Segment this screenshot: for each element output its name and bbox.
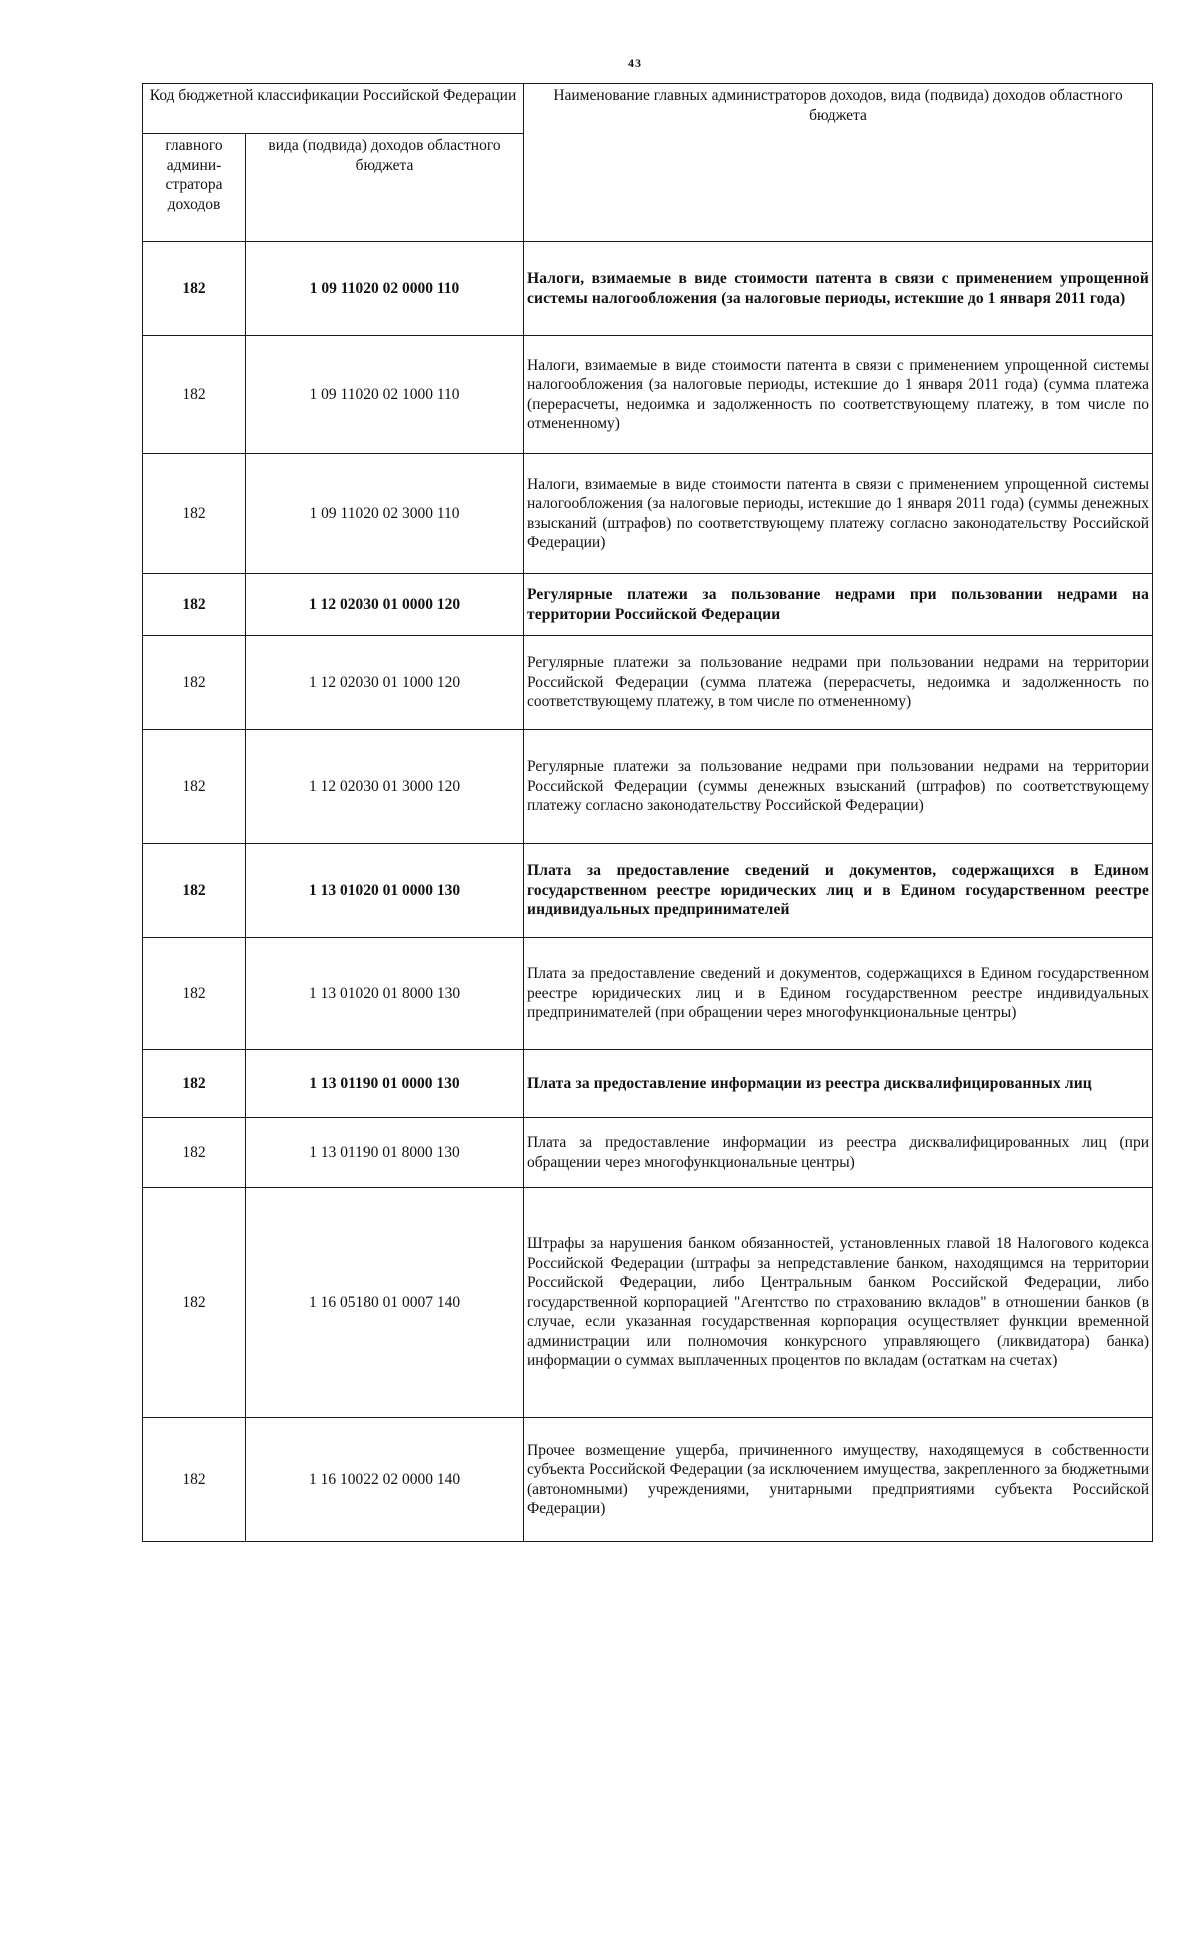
table-row (143, 1418, 1153, 1542)
income-code-cell: 1 09 11020 02 1000 110 (246, 336, 524, 454)
income-name-cell: Плата за предоставление информации из реестра дисквалифицированных лиц (при обращении через многофункциональные центры) (524, 1118, 1153, 1188)
income-name-cell: Налоги, взимаемые в виде стоимости патента в связи с применением упрощенной системы налогообложения (за налоговые периоды, истекшие до 1 января 2011 года) (суммы денежных взысканий (штрафов) по соответствующему платежу согласно законодательству Российской Федерации) (524, 454, 1153, 574)
admin-code-cell: 182 (143, 636, 246, 730)
header-row-top (143, 84, 1153, 134)
income-name-cell: Плата за предоставление сведений и документов, содержащихся в Едином государственном реестре юридических лиц и в Едином государственном реестре индивидуальных предпринимателей (при обращении через многофункциональные центры) (524, 938, 1153, 1050)
admin-code-cell: 182 (143, 1050, 246, 1118)
table-row (143, 336, 1153, 454)
header-code-column: вида (подвида) доходов областного бюджета (246, 134, 524, 242)
admin-code-cell: 182 (143, 844, 246, 938)
header-classification-group: Код бюджетной классификации Российской Федерации (143, 84, 524, 134)
table-row (143, 574, 1153, 636)
income-name-cell: Налоги, взимаемые в виде стоимости патента в связи с применением упрощенной системы налогообложения (за налоговые периоды, истекшие до 1 января 2011 года) (сумма платежа (перерасчеты, недоимка и задолженность по соответствующему платежу, в том числе по отмененному) (524, 336, 1153, 454)
income-code-cell: 1 12 02030 01 0000 120 (246, 574, 524, 636)
page-number: 43 (628, 56, 642, 70)
table-row (143, 938, 1153, 1050)
table-row (143, 1188, 1153, 1418)
income-code-cell: 1 12 02030 01 3000 120 (246, 730, 524, 844)
admin-code-cell: 182 (143, 454, 246, 574)
header-name-column: Наименование главных администраторов доходов, вида (подвида) доходов областного бюджета (524, 84, 1153, 242)
table-row (143, 636, 1153, 730)
admin-code-cell: 182 (143, 1418, 246, 1542)
table-row (143, 1118, 1153, 1188)
table-row (143, 844, 1153, 938)
income-code-cell: 1 13 01020 01 8000 130 (246, 938, 524, 1050)
admin-code-cell: 182 (143, 242, 246, 336)
budget-classification-table (142, 83, 1153, 1542)
admin-code-cell: 182 (143, 574, 246, 636)
income-code-cell: 1 13 01190 01 8000 130 (246, 1118, 524, 1188)
income-code-cell: 1 16 10022 02 0000 140 (246, 1418, 524, 1542)
admin-code-cell: 182 (143, 730, 246, 844)
admin-code-cell: 182 (143, 1118, 246, 1188)
income-name-cell: Регулярные платежи за пользование недрами при пользовании недрами на территории Российской Федерации (524, 574, 1153, 636)
income-code-cell: 1 13 01020 01 0000 130 (246, 844, 524, 938)
income-code-cell: 1 13 01190 01 0000 130 (246, 1050, 524, 1118)
admin-code-cell: 182 (143, 938, 246, 1050)
admin-code-cell: 182 (143, 1188, 246, 1418)
income-name-cell: Прочее возмещение ущерба, причиненного имуществу, находящемуся в собственности субъекта Российской Федерации (за исключением имущества, закрепленного за бюджетными (автономными) учреждениями, унитарными предприятиями субъекта Российской Федерации) (524, 1418, 1153, 1542)
income-name-cell: Регулярные платежи за пользование недрами при пользовании недрами на территории Российской Федерации (суммы денежных взысканий (штрафов) по соответствующему платежу согласно законодательству Российской Федерации) (524, 730, 1153, 844)
table-row (143, 1050, 1153, 1118)
table-row (143, 242, 1153, 336)
income-code-cell: 1 09 11020 02 3000 110 (246, 454, 524, 574)
income-code-cell: 1 12 02030 01 1000 120 (246, 636, 524, 730)
income-name-cell: Регулярные платежи за пользование недрами при пользовании недрами на территории Российской Федерации (сумма платежа (перерасчеты, недоимка и задолженность по соответствующему платежу, в том числе по отмененному) (524, 636, 1153, 730)
income-name-cell: Налоги, взимаемые в виде стоимости патента в связи с применением упрощенной системы налогообложения (за налоговые периоды, истекшие до 1 января 2011 года) (524, 242, 1153, 336)
income-name-cell: Плата за предоставление информации из реестра дисквалифицированных лиц (524, 1050, 1153, 1118)
admin-code-cell: 182 (143, 336, 246, 454)
income-name-cell: Плата за предоставление сведений и документов, содержащихся в Едином государственном реестре юридических лиц и в Едином государственном реестре индивидуальных предпринимателей (524, 844, 1153, 938)
header-admin-column: главного админи- стратора доходов (143, 134, 246, 242)
table-row (143, 730, 1153, 844)
income-code-cell: 1 09 11020 02 0000 110 (246, 242, 524, 336)
income-name-cell: Штрафы за нарушения банком обязанностей, установленных главой 18 Налогового кодекса Российской Федерации (штрафы за непредставление банком, находящимся на территории Российской Федерации, либо Центральным банком Российской Федерации, либо государственной корпорацией "Агентство по страхованию вкладов" в отношении банков (в случае, если указанная государственная корпорация осуществляет функции временной администрации или полномочия конкурсного управляющего (ликвидатора) банка) информации о суммах выплаченных процентов по вкладам (остаткам на счетах) (524, 1188, 1153, 1418)
table-row (143, 454, 1153, 574)
income-code-cell: 1 16 05180 01 0007 140 (246, 1188, 524, 1418)
